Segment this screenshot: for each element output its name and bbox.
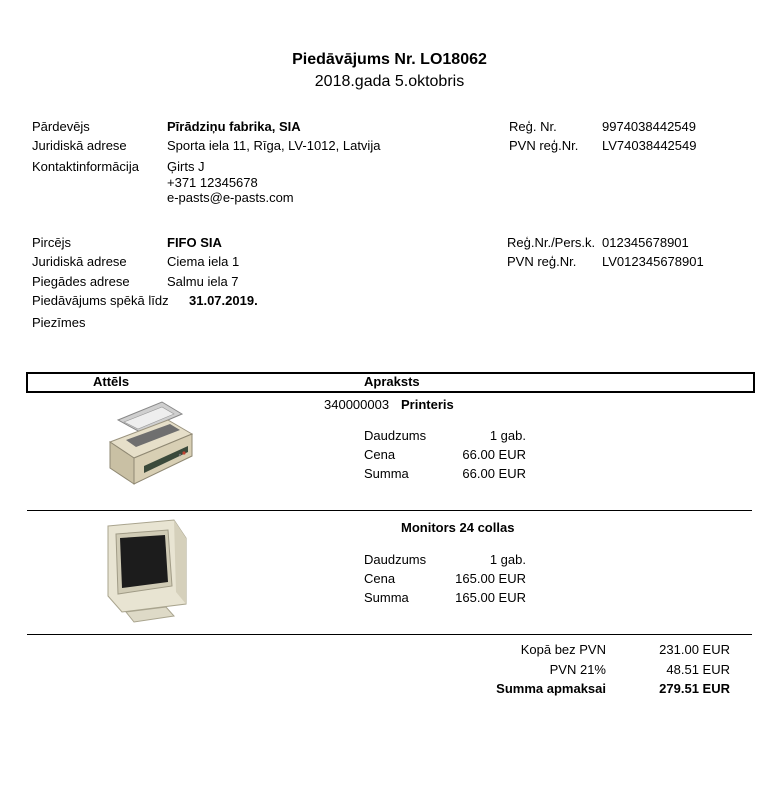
- item-code: 340000003: [324, 397, 390, 412]
- printer-icon: [104, 398, 216, 494]
- seller-name: Pīrādziņu fabrika, SIA: [167, 119, 301, 134]
- sum-value: 66.00 EUR: [462, 466, 526, 481]
- quantity-value: 1 gab.: [489, 552, 526, 567]
- sum-label: Summa: [364, 466, 409, 481]
- grand-total-value: 279.51 EUR: [659, 681, 730, 696]
- price-label: Cena: [364, 447, 396, 462]
- seller-contact-person: Ģirts J: [167, 159, 205, 174]
- net-total-value: 231.00 EUR: [659, 642, 730, 657]
- sum-value: 165.00 EUR: [455, 590, 526, 605]
- seller-reg: 9974038442549: [602, 119, 696, 134]
- delivery-address-label: Piegādes adrese: [32, 274, 130, 289]
- sum-label: Summa: [364, 590, 409, 605]
- document-date: 2018.gada 5.oktobris: [314, 73, 465, 90]
- seller-address: Sporta iela 11, Rīga, LV-1012, Latvija: [167, 138, 381, 153]
- delivery-address: Salmu iela 7: [167, 274, 239, 289]
- buyer-address: Ciema iela 1: [167, 254, 240, 269]
- buyer-vat-label: PVN reģ.Nr.: [507, 254, 577, 269]
- buyer-address-label: Juridiskā adrese: [32, 254, 127, 269]
- seller-email: e-pasts@e-pasts.com: [167, 190, 294, 205]
- price-label: Cena: [364, 571, 396, 586]
- item-divider: [27, 510, 752, 511]
- buyer-reg: 012345678901: [602, 235, 689, 250]
- grand-total-label: Summa apmaksai: [496, 681, 606, 696]
- item-name: Monitors 24 collas: [401, 520, 515, 535]
- seller-phone: +371 12345678: [167, 175, 258, 190]
- seller-contact-label: Kontaktinformācija: [32, 159, 139, 174]
- column-header-image: Attēls: [93, 374, 130, 389]
- quantity-label: Daudzums: [364, 552, 427, 567]
- notes-label: Piezīmes: [32, 315, 86, 330]
- seller-vat-label: PVN reģ.Nr.: [509, 138, 579, 153]
- seller-vat: LV74038442549: [602, 138, 697, 153]
- item-name: Printeris: [401, 397, 454, 412]
- totals-divider: [27, 634, 752, 635]
- price-value: 66.00 EUR: [462, 447, 526, 462]
- vat-value: 48.51 EUR: [666, 662, 730, 677]
- net-total-label: Kopā bez PVN: [520, 642, 606, 657]
- document-title: Piedāvājums Nr. LO18062: [292, 51, 487, 68]
- vat-label: PVN 21%: [549, 662, 606, 677]
- column-header-description: Apraksts: [364, 374, 420, 389]
- seller-label: Pārdevējs: [32, 119, 90, 134]
- buyer-label: Pircējs: [32, 235, 72, 250]
- seller-reg-label: Reģ. Nr.: [509, 119, 557, 134]
- buyer-vat: LV012345678901: [602, 254, 704, 269]
- price-value: 165.00 EUR: [455, 571, 526, 586]
- quantity-value: 1 gab.: [489, 428, 526, 443]
- seller-address-label: Juridiskā adrese: [32, 138, 127, 153]
- valid-until-label: Piedāvājums spēkā līdz: [32, 293, 169, 308]
- quantity-label: Daudzums: [364, 428, 427, 443]
- buyer-name: FIFO SIA: [167, 235, 222, 250]
- monitor-icon: [104, 516, 190, 626]
- valid-until: 31.07.2019.: [189, 293, 258, 308]
- buyer-reg-label: Reģ.Nr./Pers.k.: [507, 235, 596, 250]
